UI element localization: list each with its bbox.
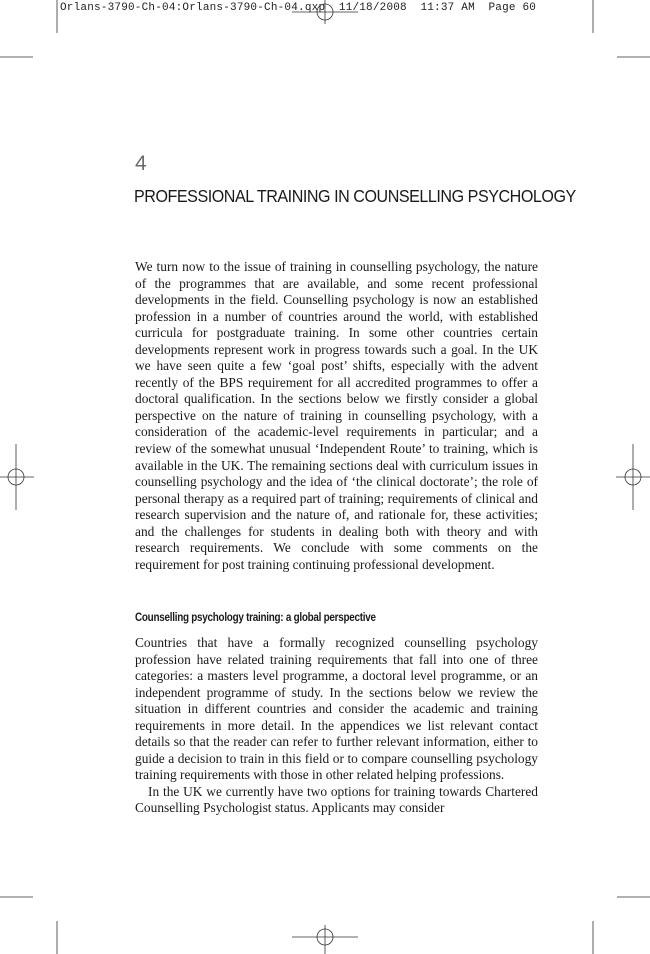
section-heading: Counselling psychology training: a global perspective	[135, 612, 376, 624]
registration-mark-top	[292, 0, 358, 24]
intro-paragraph: We turn now to the issue of training in counselling psychology, the nature of the programmes that are available, and some recent professional developments in the field. Counselling psychology is now an established profession in a number of countries around the world, with established curricula for postgraduate training. In some other countries certain developments represent work in progress towards such a goal. In the UK we have seen quite a few ‘goal post’ shifts, especially with the advent recently of the BPS requirement for all accredited programmes to offer a doctoral qualification. In the sections below we firstly consider a global perspective on the nature of training in counselling psychology, with a consideration of the academic-level requirements in particular; and a review of the somewhat unusual ‘Independent Route’ to training, which is available in the UK. The remaining sections deal with curriculum issues in counselling psychology and the idea of ‘the clinical doctorate’; the role of personal therapy as a required part of training; requirements of clinical and research supervision and the nature of, and rationale for, these activities; and the challenges for students in dealing both with theory and with research requirements. We conclude with some comments on the requirement for post training continuing professional development.	[135, 259, 538, 572]
section-paragraph-2: In the UK we currently have two options for training towards Chartered Counselling Psychologist status. Applicants may consider	[135, 783, 538, 816]
section-paragraph-1: Countries that have a formally recognized counselling psychology profession have related training requirements that fall into one of three categories: a masters level programme, a doctoral level programme, or an independent programme of study. In the sections below we review the situation in different countries and consider the academic and training requirements in more detail. In the appendices we list relevant contact details so that the reader can refer to further relevant information, either to guide a decision to train in this field or to compare counselling psychology training requirements with those in other related helping professions.	[135, 635, 538, 783]
print-slug: Orlans-3790-Ch-04:Orlans-3790-Ch-04.qxp 11/18/2008 11:37 AM Page 60	[60, 2, 537, 14]
chapter-number: 4	[135, 152, 147, 175]
registration-mark-right	[616, 444, 650, 510]
section-text	[135, 635, 538, 817]
registration-mark-left	[0, 444, 34, 510]
intro-text	[135, 259, 538, 573]
registration-mark-bottom	[292, 925, 358, 954]
chapter-title: PROFESSIONAL TRAINING IN COUNSELLING PSYCHOLOGY	[134, 186, 576, 206]
